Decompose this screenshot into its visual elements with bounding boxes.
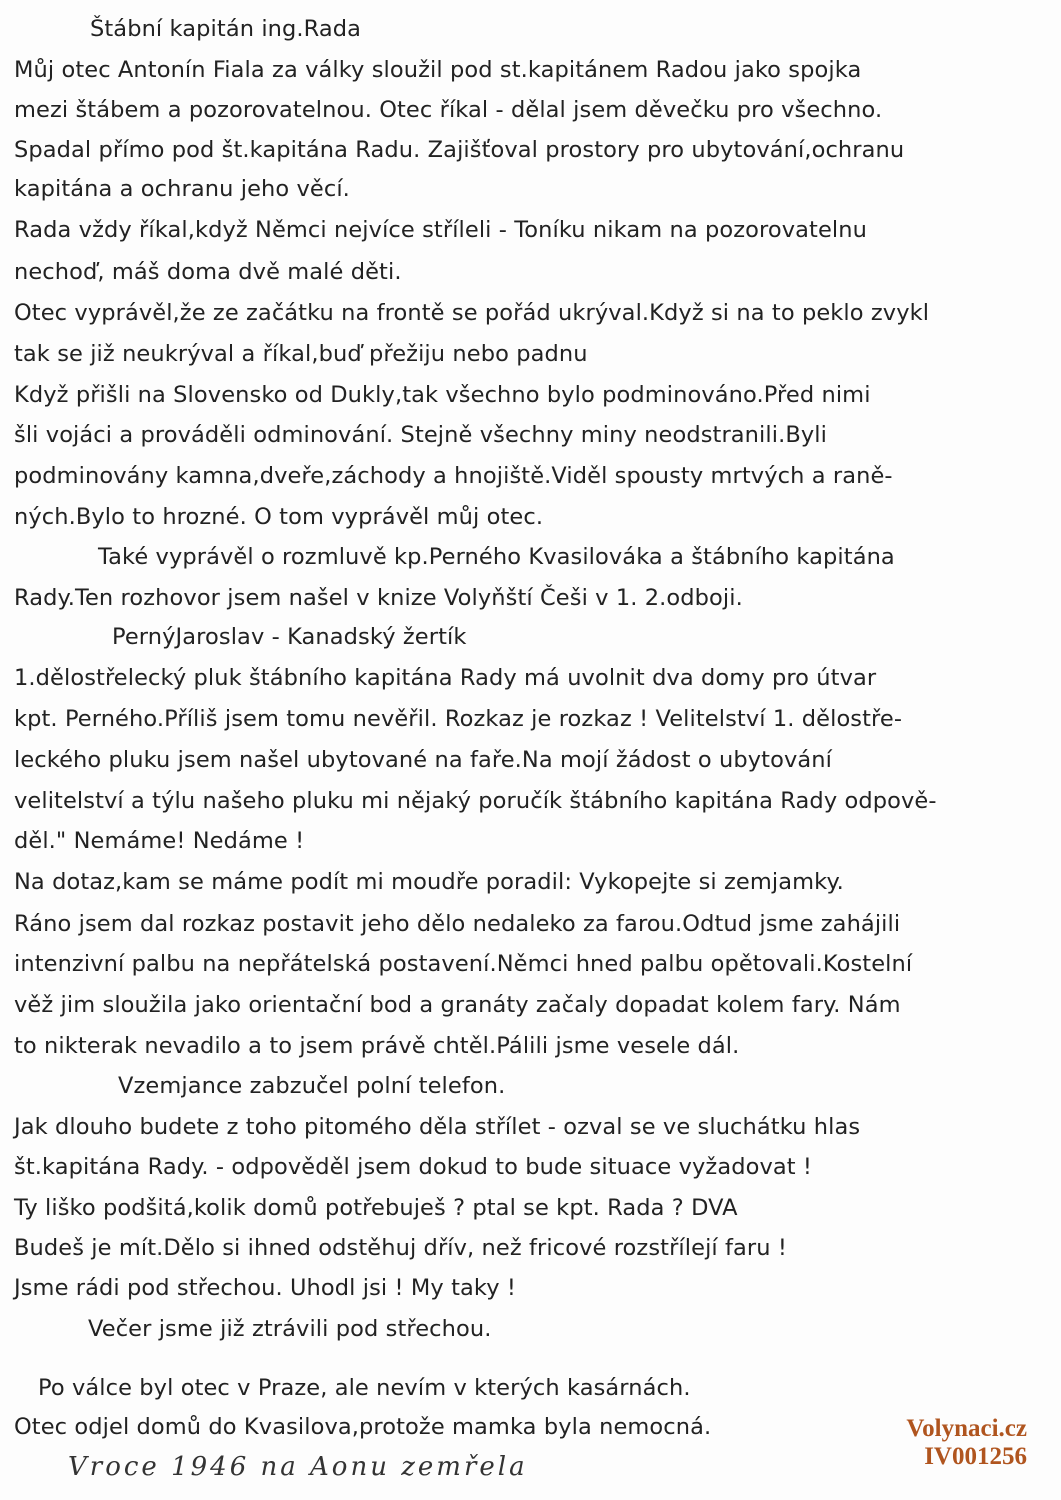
text-line: nechoď, máš doma dvě malé děti. [14,259,402,285]
text-line: Budeš je mít.Dělo si ihned odstěhuj dřív, než fricové rozstřílejí faru ! [14,1235,788,1261]
document-title: Štábní kapitán ing.Rada [90,16,362,42]
text-line: Ráno jsem dal rozkaz postavit jeho dělo nedaleko za farou.Odtud jsme zahájili [14,911,901,937]
text-line: leckého pluku jsem našel ubytované na faře.Na mojí žádost o ubytování [14,747,832,773]
text-line: št.kapitána Rady. - odpověděl jsem dokud to bude situace vyžadovat ! [14,1154,813,1180]
text-line: Ty liško podšitá,kolik domů potřebuješ ? ptal se kpt. Rada ? DVA [14,1195,738,1221]
text-line: Rady.Ten rozhovor jsem našel v knize Volyňští Češi v 1. 2.odboji. [14,585,743,611]
text-line: Otec vyprávěl,že ze začátku na frontě se pořád ukrýval.Když si na to peklo zvykl [14,300,930,326]
text-line: velitelství a týlu našeho pluku mi nějaký poručík štábního kapitána Rady odpově- [14,788,937,814]
text-line: Vzemjance zabzučel polní telefon. [118,1073,506,1099]
text-line: Jak dlouho budete z toho pitomého děla střílet - ozval se ve sluchátku hlas [14,1114,861,1140]
stamp-id: IV001256 [924,1443,1027,1470]
subheading: PernýJaroslav - Kanadský žertík [112,624,467,650]
text-line: intenzivní palbu na nepřátelská postavení.Němci hned palbu opětovali.Kostelní [14,951,913,977]
text-line: kpt. Perného.Příliš jsem tomu nevěřil. Rozkaz je rozkaz ! Velitelství 1. dělostře- [14,706,903,732]
text-line: Jsme rádi pod střechou. Uhodl jsi ! My taky ! [14,1275,517,1301]
text-line: Večer jsme již ztrávili pod střechou. [88,1316,492,1342]
text-line: šli vojáci a prováděli odminování. Stejně všechny miny neodstranili.Byli [14,422,828,448]
text-line: kapitána a ochranu jeho věcí. [14,176,350,202]
text-line: Také vyprávěl o rozmluvě kp.Perného Kvasilováka a štábního kapitána [98,544,895,570]
text-line: Spadal přímo pod št.kapitána Radu. Zajišťoval prostory pro ubytování,ochranu [14,137,905,163]
stamp-site: Volynaci.cz [906,1415,1027,1442]
text-line: děl." Nemáme! Nedáme ! [14,828,305,854]
text-line: ných.Bylo to hrozné. O tom vyprávěl můj otec. [14,504,544,530]
text-line: Můj otec Antonín Fiala za války sloužil pod st.kapitánem Radou jako spojka [14,57,862,83]
archive-stamp [906,1415,1027,1471]
text-line: Rada vždy říkal,když Němci nejvíce stříleli - Toníku nikam na pozorovatelnu [14,217,867,243]
text-line: 1.dělostřelecký pluk štábního kapitána Rady má uvolnit dva domy pro útvar [14,665,877,691]
text-line: podminovány kamna,dveře,záchody a hnojiště.Viděl spousty mrtvých a raně- [14,463,893,489]
handwritten-note: Vroce 1946 na Aonu zemřela [68,1452,528,1482]
text-line: mezi štábem a pozorovatelnou. Otec říkal - dělal jsem děvečku pro všechno. [14,97,883,123]
text-line: Otec odjel domů do Kvasilova,protože mamka byla nemocná. [14,1414,712,1440]
text-line: Když přišli na Slovensko od Dukly,tak všechno bylo podminováno.Před nimi [14,382,871,408]
text-line: to nikterak nevadilo a to jsem právě chtěl.Pálili jsme vesele dál. [14,1033,740,1059]
text-line: Na dotaz,kam se máme podít mi moudře poradil: Vykopejte si zemjamky. [14,869,844,895]
text-line: Po válce byl otec v Praze, ale nevím v kterých kasárnách. [38,1375,691,1401]
text-line: věž jim sloužila jako orientační bod a granáty začaly dopadat kolem fary. Nám [14,992,901,1018]
text-line: tak se již neukrýval a říkal,buď přežiju nebo padnu [14,341,588,367]
